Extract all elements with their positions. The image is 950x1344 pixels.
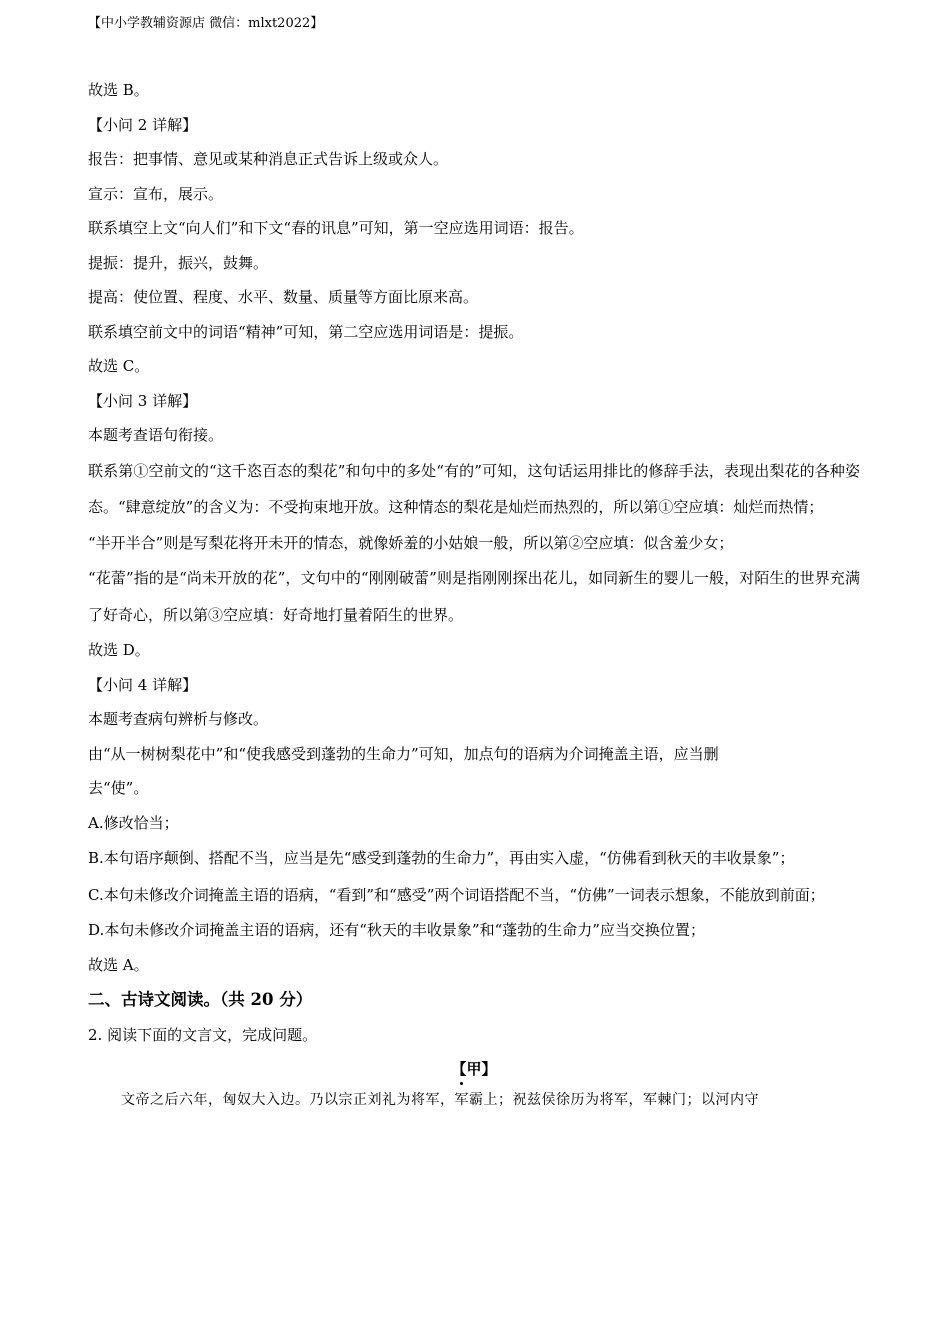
explanation-line: 联系填空前文中的词语“精神”可知，第二空应选用词语是：提振。 xyxy=(88,322,524,341)
option-analysis: A.修改恰当； xyxy=(88,813,179,832)
topic-line: 本题考查语句衔接。 xyxy=(88,426,224,444)
passage-label: 【甲】 xyxy=(451,1059,497,1078)
explanation-line: “半开半合”则是写梨花将开未开的情态，就像娇羞的小姑娘一般，所以第②空应填：似含羞少女； xyxy=(88,533,734,552)
explanation-paragraph: 联系第①空前文的“这千恣百态的梨花”和句中的多处“有的”可知，这句话运用排比的修辞手法，表现出梨花的各种姿态。“肆意绽放”的含义为：不受拘束地开放。这种情态的梨花是灿烂而热烈的，所以第①空应填：灿烂而热情； xyxy=(88,461,860,516)
question-instruction: 2. 阅读下面的文言文，完成问题。 xyxy=(88,1026,318,1044)
definition-line: 提振：提升，振兴，鼓舞。 xyxy=(88,253,269,272)
definition-line: 提高：使位置、程度、水平、数量、质量等方面比原来高。 xyxy=(88,288,479,306)
subquestion-heading: 【小问 4 详解】 xyxy=(88,675,198,694)
classical-passage-line xyxy=(88,1085,860,1115)
option-analysis: B.本句语序颠倒、搭配不当，应当是先“感受到蓬勃的生命力”，再由实入虚，“仿佛看到秋天的丰收景象”； xyxy=(88,849,795,867)
answer-line: 故选 D。 xyxy=(88,641,150,659)
subquestion-heading: 【小问 2 详解】 xyxy=(88,115,198,134)
explanation-paragraph: “花蕾”指的是“尚未开放的花”，文句中的“刚刚破蕾”则是指刚刚探出花儿，如同新生的婴儿一般，对陌生的世界充满了好奇心，所以第③空应填：好奇地打量着陌生的世界。 xyxy=(88,569,860,624)
option-analysis: C.本句未修改介词掩盖主语的语病，“看到”和“感受”两个词语搭配不当，“仿佛”一词表示想象，不能放到前面； xyxy=(88,885,825,904)
explanation-line: 由“从一树树梨花中”和“使我感受到蓬勃的生命力”可知，加点句的语病为介词掩盖主语，应当删 xyxy=(88,744,719,763)
definition-line: 报告：把事情、意见或某种消息正式告诉上级或众人。 xyxy=(88,150,449,168)
option-analysis: D.本句未修改介词掩盖主语的语病，还有“秋天的丰收景象”和“蓬勃的生命力”应当交换位置； xyxy=(88,921,705,939)
answer-line: 故选 B。 xyxy=(88,81,149,99)
section-heading: 二、古诗文阅读。（共 20 分） xyxy=(88,990,313,1009)
watermark-header: 【中小学教辅资源店 微信：mlxt2022】 xyxy=(88,16,324,31)
classical-text-before: 文帝之后六年，匈奴大入边。乃以宗正刘礼为将军， xyxy=(121,1091,455,1108)
dotted-character: 军 xyxy=(455,1085,470,1115)
answer-line: 故选 A。 xyxy=(88,955,149,974)
subquestion-heading: 【小问 3 详解】 xyxy=(88,391,198,410)
classical-text-after: 霸上；祝兹侯徐历为将军，军棘门；以河内守 xyxy=(469,1091,759,1108)
definition-line: 宣示：宣布，展示。 xyxy=(88,184,224,203)
explanation-line: 联系填空上文“向人们”和下文“春的讯息”可知，第一空应选用词语：报告。 xyxy=(88,219,584,237)
explanation-line: 去“使”。 xyxy=(88,779,149,797)
document-body xyxy=(88,73,860,1115)
topic-line: 本题考查病句辨析与修改。 xyxy=(88,710,269,728)
answer-line: 故选 C。 xyxy=(88,357,150,375)
